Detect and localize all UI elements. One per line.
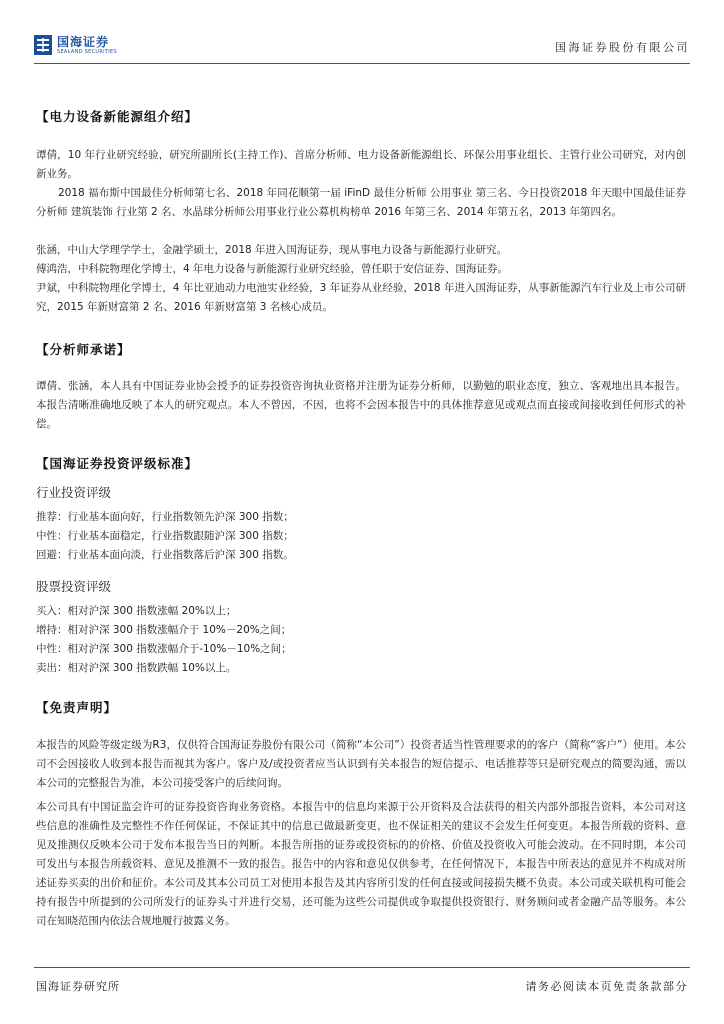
team-bio-zhanghan: 张涵，中山大学理学学士，金融学硕士，2018 年进入国海证券，现从事电力设备与新能源行业研究。 <box>36 244 508 256</box>
team-section-title: 【电力设备新能源组介绍】 <box>36 109 199 124</box>
team-bio-fuhonghao: 傅鸿浩，中科院物理化学博士，4 年电力设备与新能源行业研究经验，曾任职于安信证券、国海证券。 <box>36 263 509 275</box>
disclaimer-risk-level: 本报告的风险等级定级为R3，仅供符合国海证券股份有限公司（简称“本公司”）投资者适当性管理要求的的客户（简称“客户”）使用。本公司不会因接收人收到本报告而视其为客户。客户及/或投资者应当认识到有关本报告的短信提示、电话推荐等只是研究观点的简要沟通，需以本公司的完整报告为准，本公司接受客户的后续问询。 <box>36 739 686 789</box>
stock-rating-item: 买入：相对沪深 300 指数涨幅 20%以上； <box>36 605 237 617</box>
team-bio-tanqian: 谭倩，10 年行业研究经验，研究所副所长(主持工作)、首席分析师、电力设备新能源组长、环保公用事业组长、主管行业公司研究，对内创新业务。 <box>36 149 686 180</box>
logo-icon <box>34 35 52 55</box>
logo-en-text: SEALAND SECURITIES <box>57 48 117 55</box>
disclaimer-section-title: 【免责声明】 <box>36 700 118 715</box>
rating-section-title: 【国海证券投资评级标准】 <box>36 456 199 471</box>
industry-rating-item: 推荐：行业基本面向好，行业指数领先沪深 300 指数； <box>36 511 294 523</box>
commitment-text: 谭倩、张涵，本人具有中国证券业协会授予的证券投资咨询执业资格并注册为证券分析师，以勤勉的职业态度，独立、客观地出具本报告。本报告清晰准确地反映了本人的研究观点。本人不曾因，不因，也将不会因本报告中的具体推荐意见或观点而直接或间接收到任何形式的补偿。 <box>36 380 686 430</box>
page-header <box>34 30 690 62</box>
industry-rating-item: 中性：行业基本面稳定，行业指数跟随沪深 300 指数； <box>36 530 294 542</box>
footer-notice: 请务必阅读本页免责条款部分 <box>525 980 688 993</box>
disclaimer-body: 本公司具有中国证监会许可的证券投资咨询业务资格。本报告中的信息均来源于公开资料及合法获得的相关内部外部报告资料，本公司对这些信息的准确性及完整性不作任何保证，不保证其中的信息已做最新变更，也不保证相关的建议不会发生任何变更。本报告所载的资料、意见及推测仅反映本公司于发布本报告当日的判断。本报告所指的证券或投资标的的价格、价值及投资收入可能会波动。在不同时期，本公司可发出与本报告所载资料、意见及推测不一致的报告。报告中的内容和意见仅供参考，在任何情况下，本报告中所表达的意见并不构成对所述证券买卖的出价和征价。本公司及其本公司员工对使用本报告及其内容所引发的任何直接或间接损失概不负责。本公司或关联机构可能会持有报告中所提到的公司所发行的证券头寸并进行交易，还可能为这些公司提供或争取提供投资银行、财务顾问或者金融产品等服务。本公司在知晓范围内依法合规地履行披露义务。 <box>36 801 686 927</box>
footer-institute: 国海证券研究所 <box>36 980 120 993</box>
team-bio-yinbin: 尹斌，中科院物理化学博士，4 年比亚迪动力电池实业经验，3 年证券从业经验，2018 年进入国海证券，从事新能源汽车行业及上市公司研究，2015 年新财富第 2 名、2016 年新财富第 3 名核心成员。 <box>36 282 686 313</box>
company-name: 国海证券股份有限公司 <box>555 41 690 54</box>
stock-rating-item: 中性：相对沪深 300 指数涨幅介于-10%－10%之间； <box>36 643 292 655</box>
commitment-section-title: 【分析师承诺】 <box>36 342 131 357</box>
logo-cn-text: 国海证券 <box>57 34 110 49</box>
stock-rating-item: 增持：相对沪深 300 指数涨幅介于 10%－20%之间； <box>36 624 292 636</box>
industry-rating-title: 行业投资评级 <box>36 485 112 500</box>
stock-rating-item: 卖出：相对沪深 300 指数跌幅 10%以上。 <box>36 662 237 674</box>
footer-divider <box>34 967 690 968</box>
header-divider <box>34 63 690 64</box>
industry-rating-item: 回避：行业基本面向淡，行业指数落后沪深 300 指数。 <box>36 549 294 561</box>
company-logo <box>34 30 117 60</box>
stock-rating-title: 股票投资评级 <box>36 579 112 594</box>
team-awards: 2018 福布斯中国最佳分析师第七名、2018 年同花顺第一届 iFinD 最佳分析师 公用事业 第三名、今日投资2018 年天眼中国最佳证券分析师 建筑装饰 行业第 2 名、水晶球分析师公用事业行业公募机构榜单 2016 年第三名、2014 年第五名，2013 年第四名。 <box>36 187 686 218</box>
